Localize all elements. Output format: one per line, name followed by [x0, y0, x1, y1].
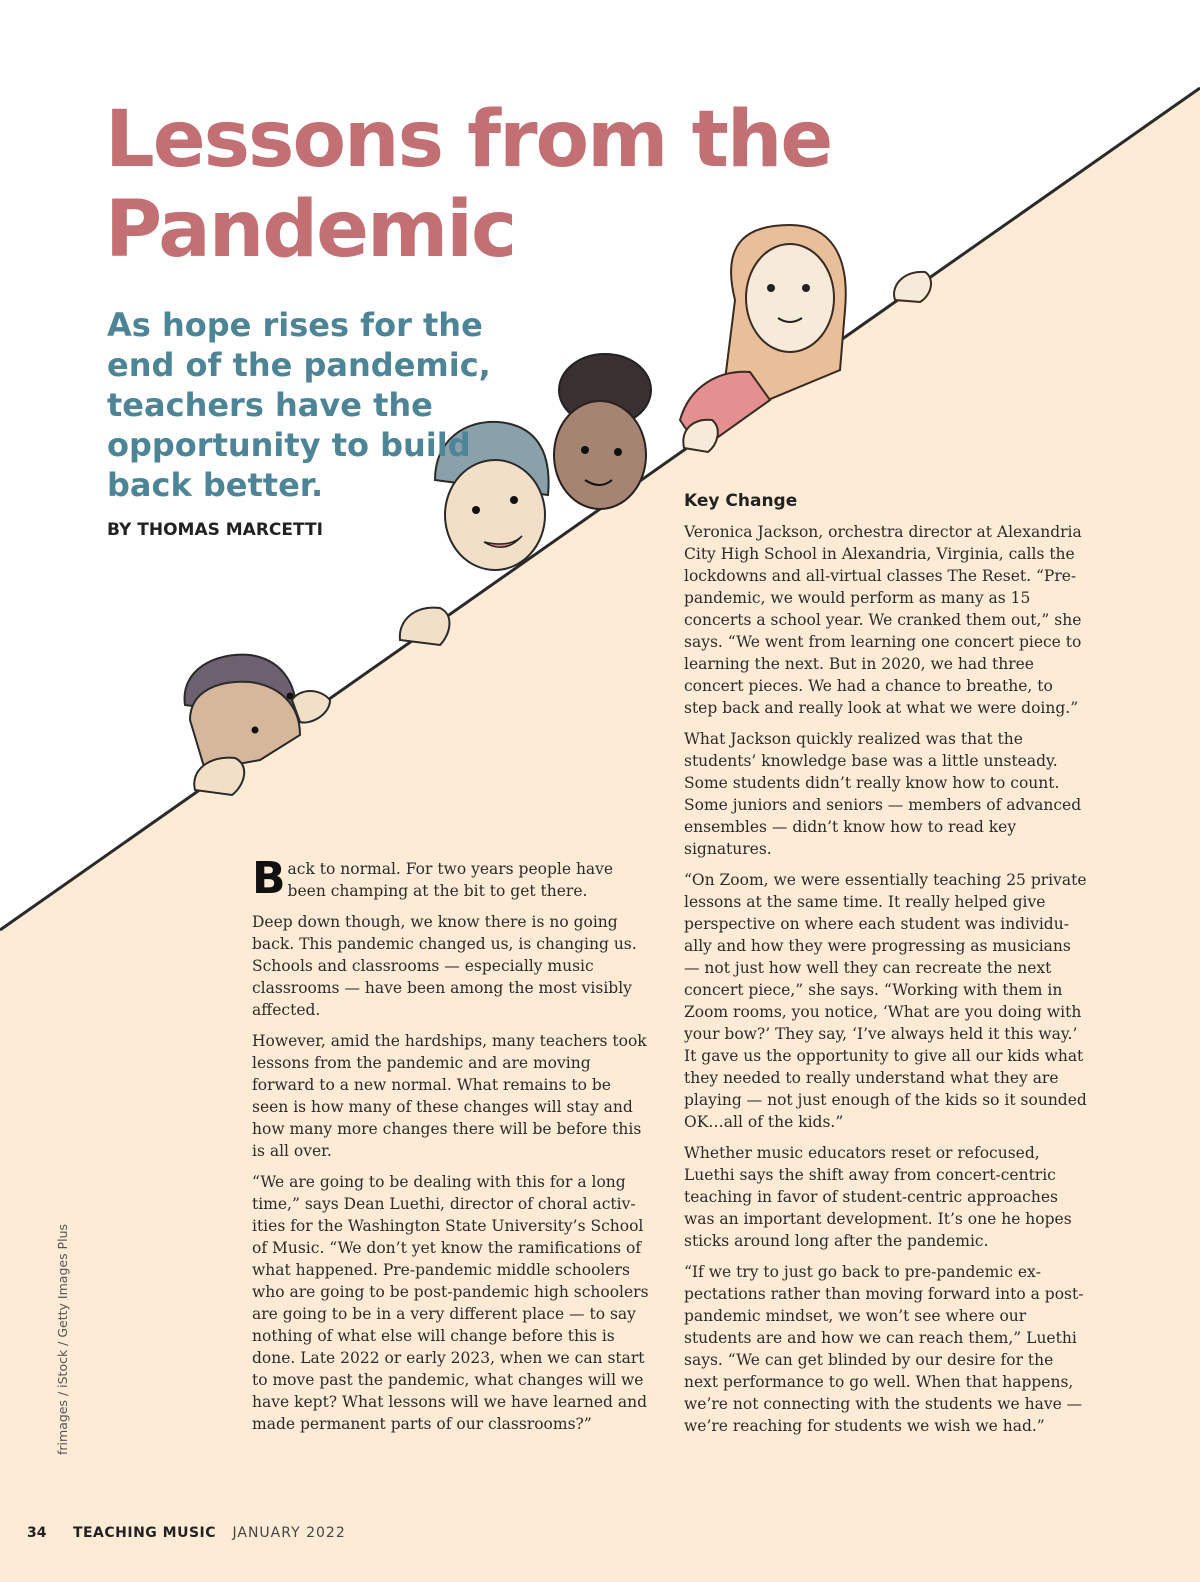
- title-line-1: Lessons from the: [105, 95, 832, 185]
- first-paragraph-text: ack to normal. For two years people have been champing at the bit to get there.: [287, 860, 614, 900]
- title-line-2: Pandemic: [105, 185, 516, 275]
- first-paragraph: [252, 853, 652, 904]
- body-paragraph: Deep down though, we know there is no going back. This pandemic changed us, is changing us. Schools and classrooms — especially music classrooms — have been among the most visibly affected.: [252, 913, 637, 1019]
- body-paragraph: “On Zoom, we were essentially teaching 25 private lessons at the same time. It really helped give perspective on where each student was individually and how they were progressing as musicians — not just how well they can recreate the next concert piece,” she says. “Working with them in Zoom rooms, you notice, ‘What are you doing with your bow?’ They say, ‘I’ve always held it this way.’ It gave us the opportunity to give all our kids what they needed to really understand what they are playing — not just enough of the kids so it sounded OK…all of the kids.”: [684, 871, 1087, 1131]
- drop-cap: B: [252, 853, 286, 904]
- article-title: [105, 95, 831, 275]
- article-subtitle: As hope rises for the end of the pandemic, teachers have the opportunity to build back better.: [107, 306, 491, 504]
- section-heading-key-change: Key Change: [684, 491, 798, 511]
- page-number: 34: [27, 1525, 47, 1541]
- body-paragraph: “We are going to be dealing with this for a long time,” says Dean Luethi, director of choral activities for the Washington State University’s School of Music. “We don’t yet know the ramifications of what happened. Pre-pandemic middle schoolers who are going to be post-pandemic high schoolers are going to be in a very different place — to say nothing of what else will change before this is done. Late 2022 or early 2023, when we can start to move past the pandemic, what changes will we have kept? What lessons will we have learned and made permanent parts of our classrooms?”: [252, 1173, 649, 1433]
- body-paragraph: However, amid the hardships, many teachers took lessons from the pandemic and are moving forward to a new normal. What remains to be seen is how many of these changes will stay and how many more changes there will be before this is all over.: [252, 1032, 647, 1160]
- body-paragraph: “If we try to just go back to pre-pandemic expectations rather than moving forward into a post-pandemic mindset, we won’t see where our students are and how we can reach them,” Luethi says. “We can get blinded by our desire for the next performance to go well. When that happens, we’re not connecting with the students we have — we’re reaching for students we wish we had.”: [684, 1263, 1084, 1435]
- body-paragraph: Whether music educators reset or refocused, Luethi says the shift away from concert-centric teaching in favor of student-centric approaches was an important development. It’s one he hopes sticks around long after the pandemic.: [684, 1144, 1072, 1250]
- left-column: [252, 853, 652, 1444]
- right-column: [684, 521, 1088, 1446]
- magazine-name: TEACHING MUSIC: [72, 1525, 217, 1541]
- byline: BY THOMAS MARCETTI: [107, 520, 323, 540]
- boy-curly-hair-illustration: [554, 354, 651, 509]
- page-footer: [27, 1525, 346, 1541]
- body-paragraph: What Jackson quickly realized was that the students’ knowledge base was a little unsteady. Some students didn’t really know how to count. Some juniors and seniors — members of advanced ensembles — didn’t know how to read key signatures.: [684, 730, 1082, 858]
- body-paragraph: Veronica Jackson, orchestra director at Alexandria City High School in Alexandria, Virginia, calls the lockdowns and all-virtual classes The Reset. “Pre-pandemic, we would perform as many as 15 concerts a school year. We cranked them out,” she says. “We went from learning one concert piece to learning the next. But in 2020, we had three concert pieces. We had a chance to breathe, to step back and really look at what we were doing.”: [684, 523, 1082, 717]
- issue-date: JANUARY 2022: [232, 1525, 346, 1541]
- image-credit: frimages / iStock / Getty Images Plus: [55, 1224, 70, 1455]
